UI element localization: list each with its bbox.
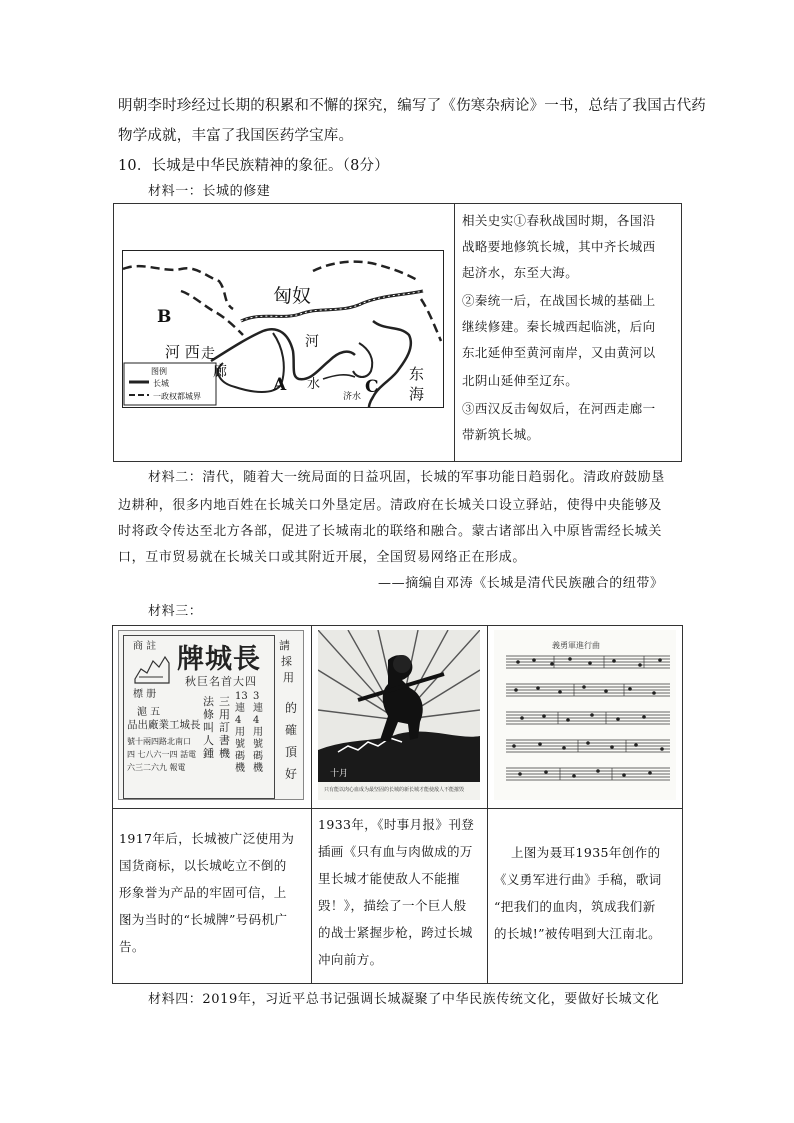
material1-fact-3: 起济水，东至大海。 xyxy=(462,265,579,280)
material1-fact-9: 带新筑长城。 xyxy=(462,427,540,442)
ad-trademark-label: 商 註 xyxy=(133,641,157,652)
intro-line-1: 明朝李时珍经过长期的积累和不懈的探究，编写了《伤寒杂病论》一书，总结了我国古代药 xyxy=(118,98,706,114)
ad-logo-icon xyxy=(133,649,171,685)
caption-score-line-4: 的长城!”被传唱到大江南北。 xyxy=(494,926,662,941)
music-staff-drawing xyxy=(494,630,676,800)
wartime-poster xyxy=(318,630,480,800)
caption-ad-line-4: 图为当时的“长城牌”号码机广 xyxy=(119,912,288,927)
material2-line-1: 材料二：清代，随着大一统局面的日益巩固，长城的军事功能日趋弱化。清政府鼓励垦 xyxy=(148,470,665,485)
caption-poster-line-4: 毁！》，描绘了一个巨人般 xyxy=(318,898,467,913)
ad-side-char-4: 的 xyxy=(285,701,298,715)
ad-side-char-3: 用 xyxy=(283,671,294,684)
svg-text:十月: 十月 xyxy=(330,769,349,779)
map-label-hexi: 河 西 xyxy=(165,343,200,361)
map-label-xiongnu: 匈奴 xyxy=(273,285,312,307)
material2-source: ——摘编自邓涛《长城是清代民族融合的纽带》 xyxy=(378,576,664,591)
map-label-zoulang-1: 走 xyxy=(201,346,215,362)
map-label-a: A xyxy=(273,375,287,395)
map-label-he: 河 xyxy=(305,334,319,350)
material3-col-divider-2 xyxy=(487,625,488,984)
material2-line-2: 边耕种，很多内地百姓在长城关口外垦定居。清政府在长城关口设立驿站，使得中央能够及 xyxy=(118,498,663,513)
great-wall-brand-ad xyxy=(118,630,304,800)
intro-line-2: 物学成就，丰富了我国医药学宝库。 xyxy=(118,128,354,144)
ad-address: 號十兩四路北南口四 七八六一四 話電 六三二六九 報電 xyxy=(127,737,197,772)
ad-product-col-3: 13連4用號碼機 xyxy=(235,691,248,774)
ad-product-col-1: 法條叫人鍾 xyxy=(203,695,214,760)
map-legend-border: 一政权都城界 xyxy=(153,392,201,401)
caption-ad-line-2: 国货商标，以长城屹立不倒的 xyxy=(119,858,287,873)
caption-poster-line-1: 1933年，《时事月报》刊登 xyxy=(318,817,475,832)
material1-fact-2: 战略要地修筑长城，其中齐长城西 xyxy=(462,239,656,254)
ad-register-label: 標 册 xyxy=(133,689,157,700)
material1-heading: 材料一：长城的修建 xyxy=(148,184,271,199)
poster-caption: 只有能以肉心血成为最坚固的长城的新长城才能使敌人不能摧毁 xyxy=(324,787,465,793)
map-label-c: C xyxy=(365,377,379,397)
map-label-shui: 水 xyxy=(307,377,321,392)
map-label-jishui: 济水 xyxy=(343,392,362,402)
ad-side-char-6: 頂 xyxy=(285,745,298,759)
caption-score-line-1: 上图为聂耳1935年创作的 xyxy=(511,845,661,860)
material4-line: 材料四：2019年，习近平总书记强调长城凝聚了中华民族传统文化，要做好长城文化 xyxy=(148,992,660,1007)
score-title: 義勇軍進行曲 xyxy=(552,641,600,650)
ad-small-note: 滬 五 xyxy=(137,707,161,718)
ad-subtitle: 秋巨名首大四 xyxy=(185,675,257,688)
ad-side-char-5: 確 xyxy=(285,723,298,737)
material2-line-4: 口，互市贸易就在长城关口或其附近开展，全国贸易网络正在形成。 xyxy=(118,550,527,565)
caption-poster-line-6: 冲向前方。 xyxy=(318,952,383,967)
material1-fact-5: 继续修建。秦长城西起临洮，后向 xyxy=(462,319,656,334)
map-legend-wall: 长城 xyxy=(153,379,169,388)
material1-fact-7: 北阴山延伸至辽东。 xyxy=(462,373,579,388)
ad-side-char-2: 採 xyxy=(281,655,292,668)
map-label-zoulang-2: 廊 xyxy=(213,364,227,380)
soldier-illustration xyxy=(318,630,480,800)
map-label-donghai-1: 东 xyxy=(409,365,425,383)
ad-product-col-4: 3連4用號碼機 xyxy=(253,691,263,774)
material1-fact-8: ③西汉反击匈奴后，在河西走廊一 xyxy=(462,401,656,416)
material3-heading: 材料三： xyxy=(148,604,203,619)
material3-row-divider xyxy=(112,808,683,809)
material2-line-3: 时将政令传达至北方各部，促进了长城南北的联络和融合。蒙古诸部出入中原皆需经长城关 xyxy=(118,524,663,539)
map-label-b: B xyxy=(157,307,172,327)
ad-side-char-1: 請 xyxy=(279,639,290,652)
caption-poster-line-5: 的战士紧握步枪，跨过长城 xyxy=(318,925,473,940)
question-title: 10．长城是中华民族精神的象征。（8分） xyxy=(118,158,389,174)
material3-col-divider-1 xyxy=(311,625,312,984)
ad-brand-title: 牌城長 xyxy=(177,644,261,675)
caption-poster-line-2: 插画《只有血与肉做成的万 xyxy=(318,844,473,859)
map-label-donghai-2: 海 xyxy=(409,385,425,403)
caption-poster-line-3: 里长城才能使敌人不能摧 xyxy=(318,871,460,886)
ad-factory-name: 品出廠業工城長 xyxy=(127,719,201,731)
caption-ad-line-5: 告。 xyxy=(119,939,145,954)
material1-divider xyxy=(454,203,455,462)
caption-ad-line-3: 形象誉为产品的牢固可信，上 xyxy=(119,885,287,900)
caption-ad-line-1: 1917年后，长城被广泛使用为 xyxy=(119,831,295,846)
ad-side-char-7: 好 xyxy=(285,767,298,781)
march-score-manuscript xyxy=(494,630,676,800)
material1-fact-1: 相关史实①春秋战国时期，各国沿 xyxy=(462,213,656,228)
material1-fact-4: ②秦统一后，在战国长城的基础上 xyxy=(462,293,656,308)
caption-score-line-2: 《义勇军进行曲》手稿，歌词 xyxy=(494,872,662,887)
ad-product-col-2: 三用訂書機 xyxy=(219,695,230,760)
historical-map xyxy=(122,250,444,408)
material1-fact-6: 东北延伸至黄河南岸，又由黄河以 xyxy=(462,345,656,360)
caption-score-line-3: “把我们的血肉，筑成我们新 xyxy=(494,899,656,914)
map-legend-title: 图例 xyxy=(151,367,167,376)
